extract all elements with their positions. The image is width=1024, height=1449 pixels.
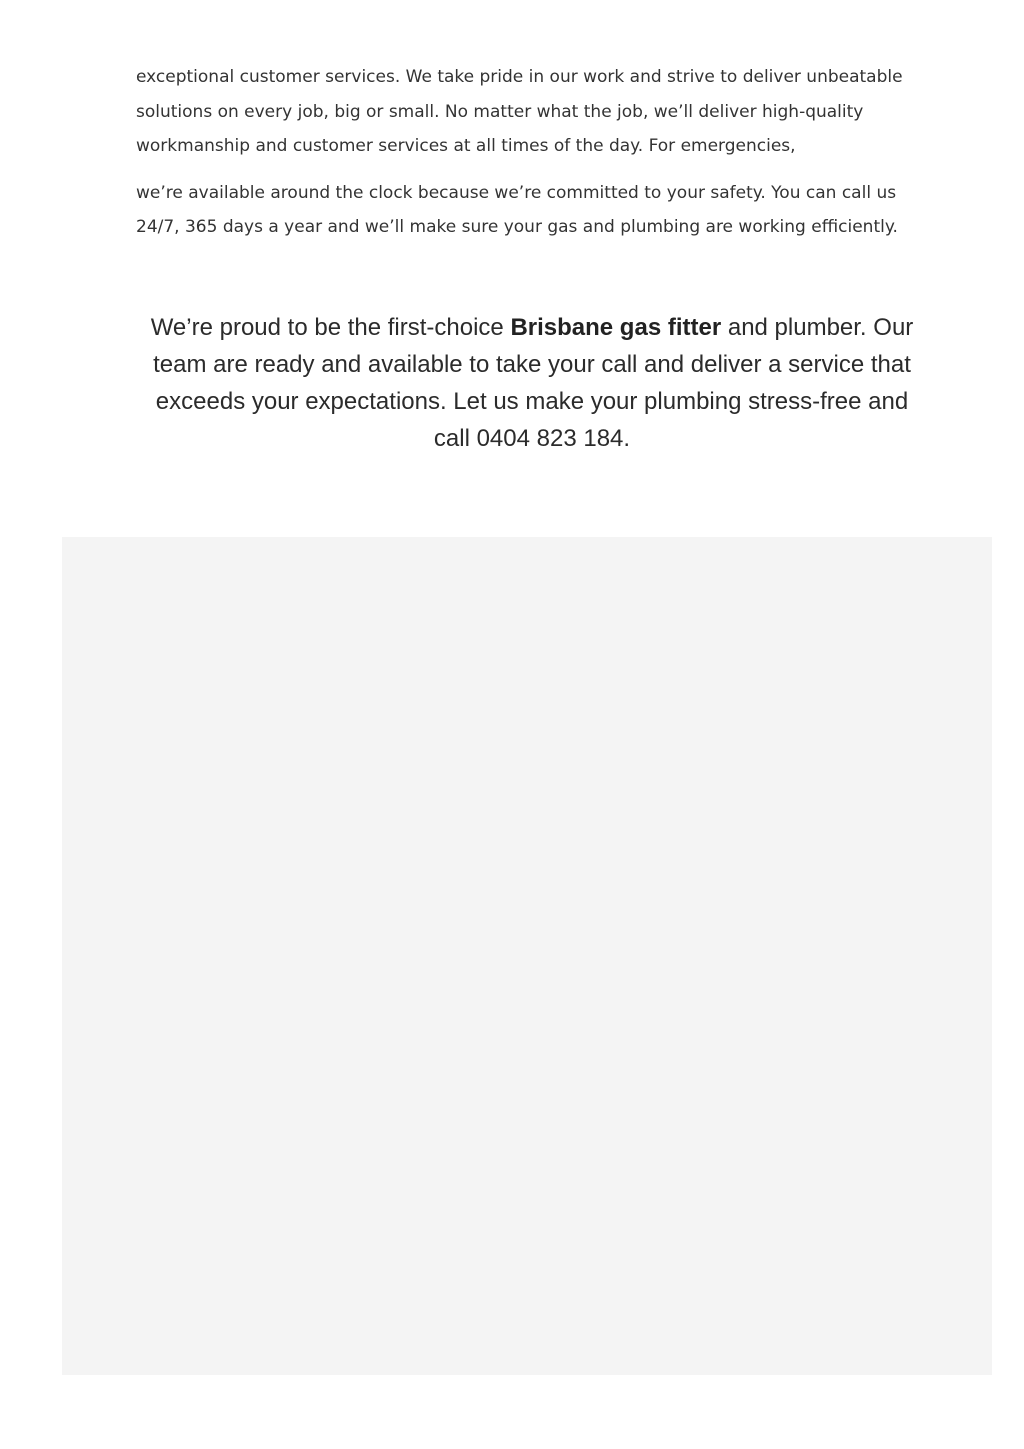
intro-paragraph-2	[136, 176, 926, 245]
intro-line: 24/7, 365 days a year and we’ll make sure your gas and plumbing are working efficiently.	[136, 217, 898, 237]
image-placeholder	[62, 537, 992, 1375]
highlight-text-after: and plumber. Our team are ready and available to take your call and deliver a service that exceeds your expectations. Let us make your plumbing stress-free and call 0404 823 184.	[153, 314, 914, 452]
intro-line: solutions on every job, big or small. No matter what the job, we’ll deliver high-quality	[136, 101, 864, 122]
highlight-paragraph	[140, 309, 924, 457]
highlight-text-before: We’re proud to be the first-choice	[150, 314, 511, 341]
intro-line: we’re available around the clock because we’re committed to your safety. You can call us	[136, 182, 897, 203]
intro-line: workmanship and customer services at all times of the day. For emergencies,	[136, 136, 796, 156]
highlight-bold-keyword: Brisbane gas fitter	[510, 314, 722, 341]
intro-text-block	[136, 60, 926, 245]
intro-paragraph-1	[136, 60, 926, 164]
intro-line: exceptional customer services. We take pride in our work and strive to deliver unbeatable	[136, 67, 903, 87]
highlight-statement	[140, 309, 924, 457]
